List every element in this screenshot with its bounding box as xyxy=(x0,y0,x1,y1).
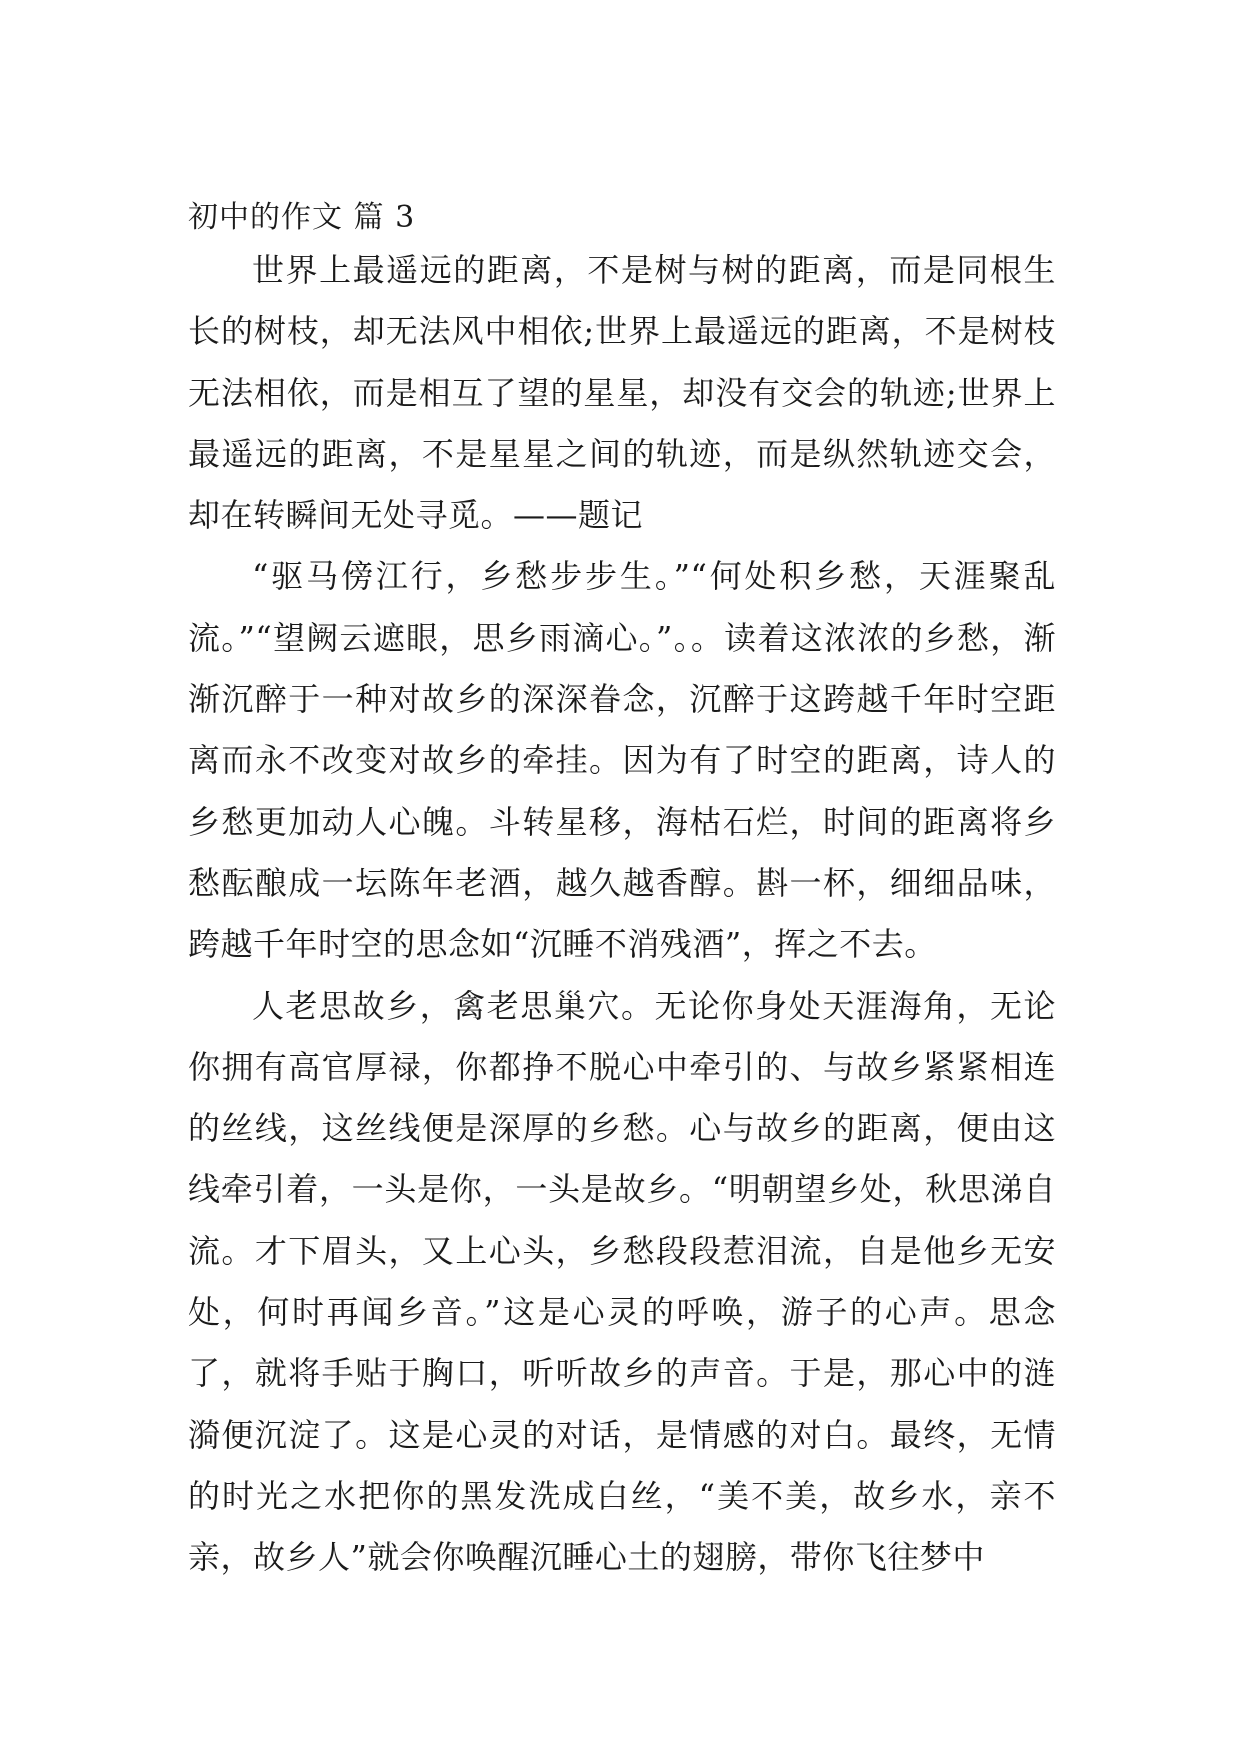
paragraph-epigraph: 世界上最遥远的距离，不是树与树的距离，而是同根生长的树枝，却无法风中相依;世界上最遥远的距离，不是树枝无法相依，而是相互了望的星星，却没有交会的轨迹;世界上最遥远的距离，不是星星之间的轨迹，而是纵然轨迹交会，却在转瞬间无处寻觅。——题记 xyxy=(188,251,1056,535)
paragraph-homesickness: 人老思故乡，禽老思巢穴。无论你身处天涯海角，无论你拥有高官厚禄，你都挣不脱心中牵引的、与故乡紧紧相连的丝线，这丝线便是深厚的乡愁。心与故乡的距离，便由这线牵引着，一头是你，一头是故乡。“明朝望乡处，秋思涕自流。才下眉头，又上心头，乡愁段段惹泪流，自是他乡无安处，何时再闻乡音。”这是心灵的呼唤，游子的心声。思念了，就将手贴于胸口，听听故乡的声音。于是，那心中的涟漪便沉淀了。这是心灵的对话，是情感的对白。最终，无情的时光之水把你的黑发洗成白丝，“美不美，故乡水，亲不亲，故乡人”就会你唤醒沉睡心土的翅膀，带你飞往梦中 xyxy=(188,986,1056,1577)
essay-body xyxy=(188,240,1056,1589)
essay-title: 初中的作文 篇 3 xyxy=(188,200,416,235)
paragraph-poems: “驱马傍江行，乡愁步步生。”“何处积乡愁，天涯聚乱流。”“望阙云遮眼，思乡雨滴心。”。。读着这浓浓的乡愁，渐渐沉醉于一种对故乡的深深眷念，沉醉于这跨越千年时空距离而永不改变对故乡的牵挂。因为有了时空的距离，诗人的乡愁更加动人心魄。斗转星移，海枯石烂，时间的距离将乡愁酝酿成一坛陈年老酒，越久越香醇。斟一杯，细细品味，跨越千年时空的思念如“沉睡不消残酒”，挥之不去。 xyxy=(188,557,1056,964)
